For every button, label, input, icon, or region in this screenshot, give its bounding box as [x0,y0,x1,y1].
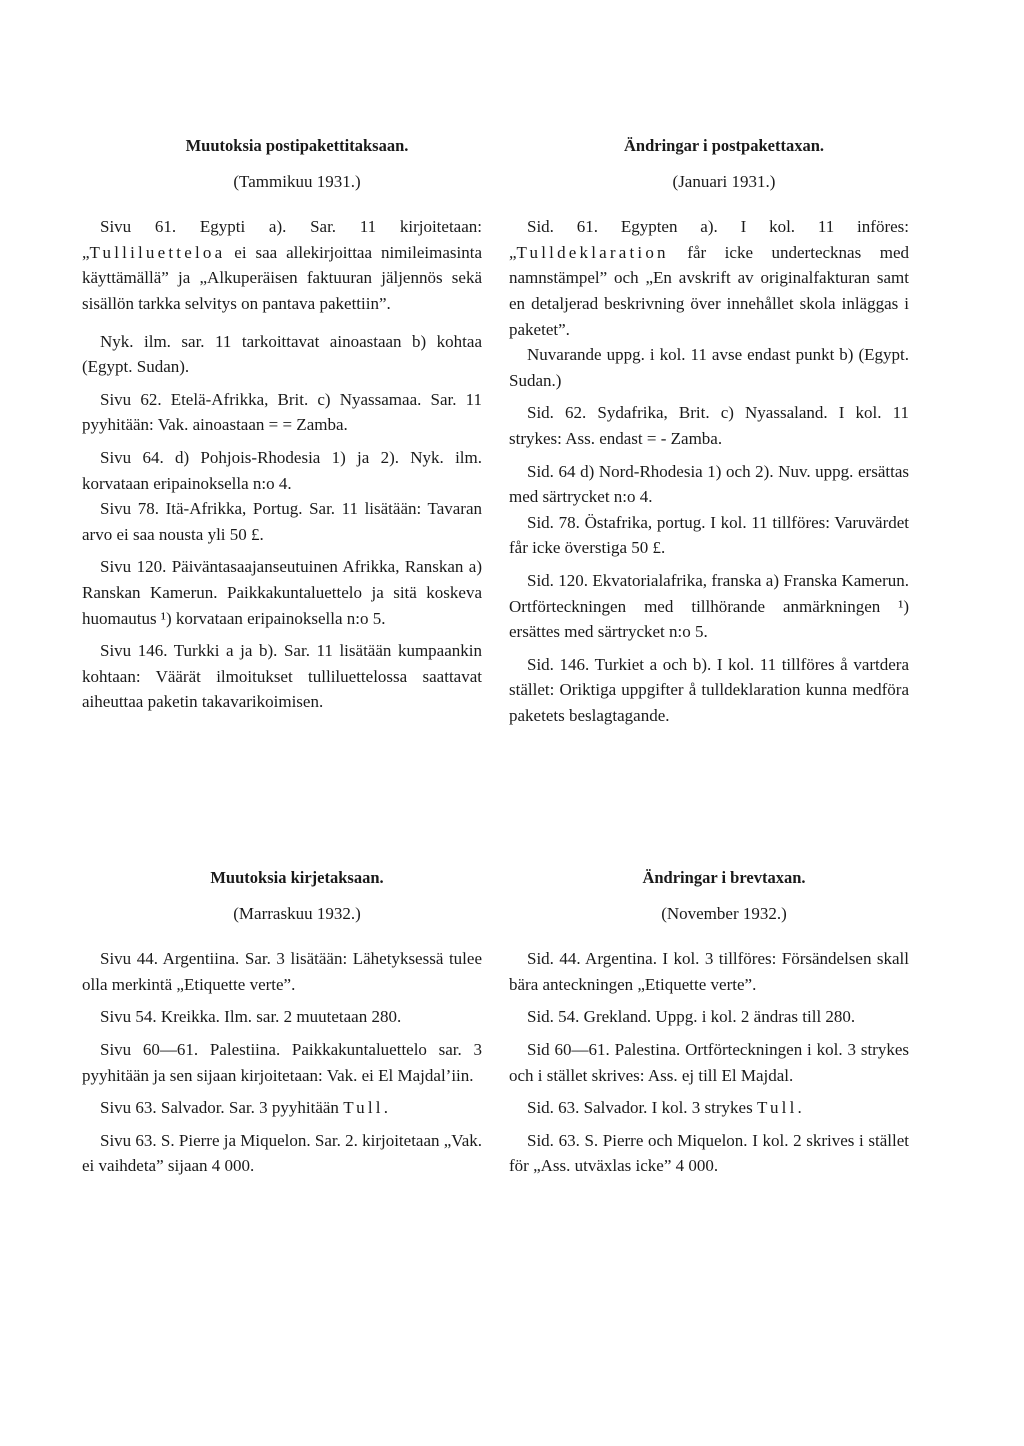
paragraph: Sivu 64. d) Pohjois-Rhodesia 1) ja 2). Nyk. ilm. korvataan eripainoksella n:o 4. [82,447,482,493]
paragraph: Nyk. ilm. sar. 11 tarkoittavat ainoastaan b) kohtaa (Egypt. Sudan). [82,331,482,377]
paragraph: Sivu 146. Turkki a ja b). Sar. 11 lisätään kumpaankin kohtaan: Väärät ilmoitukset tulliluettelossa saattavat aiheuttaa paketin takavarikoimisen. [82,641,482,712]
paragraph: Sivu 44. Argentiina. Sar. 3 lisätään: Lähetyksessä tulee olla merkintä „Etiquette verte”. [82,949,482,994]
swedish-letter-tariff-column [509,865,909,1179]
swedish-parcel-tariff-column [509,133,909,728]
paragraph: Sid. 78. Östafrika, portug. I kol. 11 tillföres: Varuvärdet får icke överstiga 50 £. [509,512,909,558]
paragraph: Sid. 44. Argentina. I kol. 3 tillföres: Försändelsen skall bära anteckningen „Etiquette verte”. [509,949,909,994]
paragraph: Sivu 62. Etelä-Afrikka, Brit. c) Nyassamaa. Sar. 11 pyyhitään: Vak. ainoastaan = = Zamba. [82,389,482,435]
paragraph: Nuvarande uppg. i kol. 11 avse endast punkt b) (Egypt. Sudan.) [509,345,909,390]
paragraph: Sid. 54. Grekland. Uppg. i kol. 2 ändras till 280. [527,1007,856,1027]
paragraph: Sid. 63. S. Pierre och Miquelon. I kol. 2 skrives i stället för „Ass. utväxlas icke” 4 000. [509,1130,909,1176]
paragraph: Sivu 61. Egypti a). Sar. 11 kirjoitetaan: „Tulliluetteloa ei saa allekirjoittaa nimileimasinta käyttämällä” ja „Alkuperäisen faktuuran jäljennös sekä sisällön tarkka selvitys on pantava pakettiin”. [82,217,482,313]
section-title: Muutoksia kirjetaksaan. [210,868,384,887]
section-title: Muutoksia postipakettitaksaan. [185,136,409,155]
section-date: (Marraskuu 1932.) [233,903,361,923]
section-title: Ändringar i brevtaxan. [642,868,806,887]
paragraph: Sivu 60—61. Palestiina. Paikkakuntaluettelo sar. 3 pyyhitään ja sen sijaan kirjoitetaan: Vak. ei El Majdal’iin. [82,1039,482,1085]
section-date: (Januari 1931.) [672,171,776,191]
paragraph: Sid 60—61. Palestina. Ortförteckningen i kol. 3 strykes och i stället skrives: Ass. ej till El Majdal. [509,1039,909,1085]
paragraph: Sid. 61. Egypten a). I kol. 11 införes: „Tulldeklaration får icke undertecknas med namnstämpel” och „En avskrift av originalfakturan samt en detaljerad beskrivning över innehållet skola inläggas i paketet”. [509,217,909,339]
paragraph: Sivu 120. Päiväntasaajanseutuinen Afrikka, Ranskan a) Ranskan Kamerun. Paikkakuntaluettelo ja sitä koskeva huomautus ¹) korvataan eripainoksella n:o 5. [82,557,482,628]
paragraph: Sivu 63. Salvador. Sar. 3 pyyhitään Tull. [100,1098,392,1118]
finnish-parcel-tariff-column [82,133,482,715]
paragraph: Sivu 78. Itä-Afrikka, Portug. Sar. 11 lisätään: Tavaran arvo ei saa nousta yli 50 £. [82,499,482,544]
finnish-letter-tariff-column [82,865,482,1179]
section-date: (November 1932.) [661,903,787,923]
section-title: Ändringar i postpakettaxan. [623,136,825,155]
paragraph: Sid. 146. Turkiet a och b). I kol. 11 tillföres å vartdera stället: Oriktiga uppgifter å tulldeklaration kunna medföra paketets beslagtagande. [509,654,909,725]
paragraph: Sid. 63. Salvador. I kol. 3 strykes Tull. [527,1098,805,1118]
paragraph: Sid. 64 d) Nord-Rhodesia 1) och 2). Nuv. uppg. ersättas med särtrycket n:o 4. [509,461,909,507]
paragraph: Sivu 54. Kreikka. Ilm. sar. 2 muutetaan 280. [100,1007,402,1027]
paragraph: Sid. 120. Ekvatorialafrika, franska a) Franska Kamerun. Ortförteckningen med tillhörande anmärkningen ¹) ersättes med särtrycket n:o 5. [509,570,909,642]
section-date: (Tammikuu 1931.) [233,171,361,191]
paragraph: Sid. 62. Sydafrika, Brit. c) Nyassaland. I kol. 11 strykes: Ass. endast = - Zamba. [509,403,909,448]
paragraph: Sivu 63. S. Pierre ja Miquelon. Sar. 2. kirjoitetaan „Vak. ei vaihdeta” sijaan 4 000. [82,1130,482,1176]
